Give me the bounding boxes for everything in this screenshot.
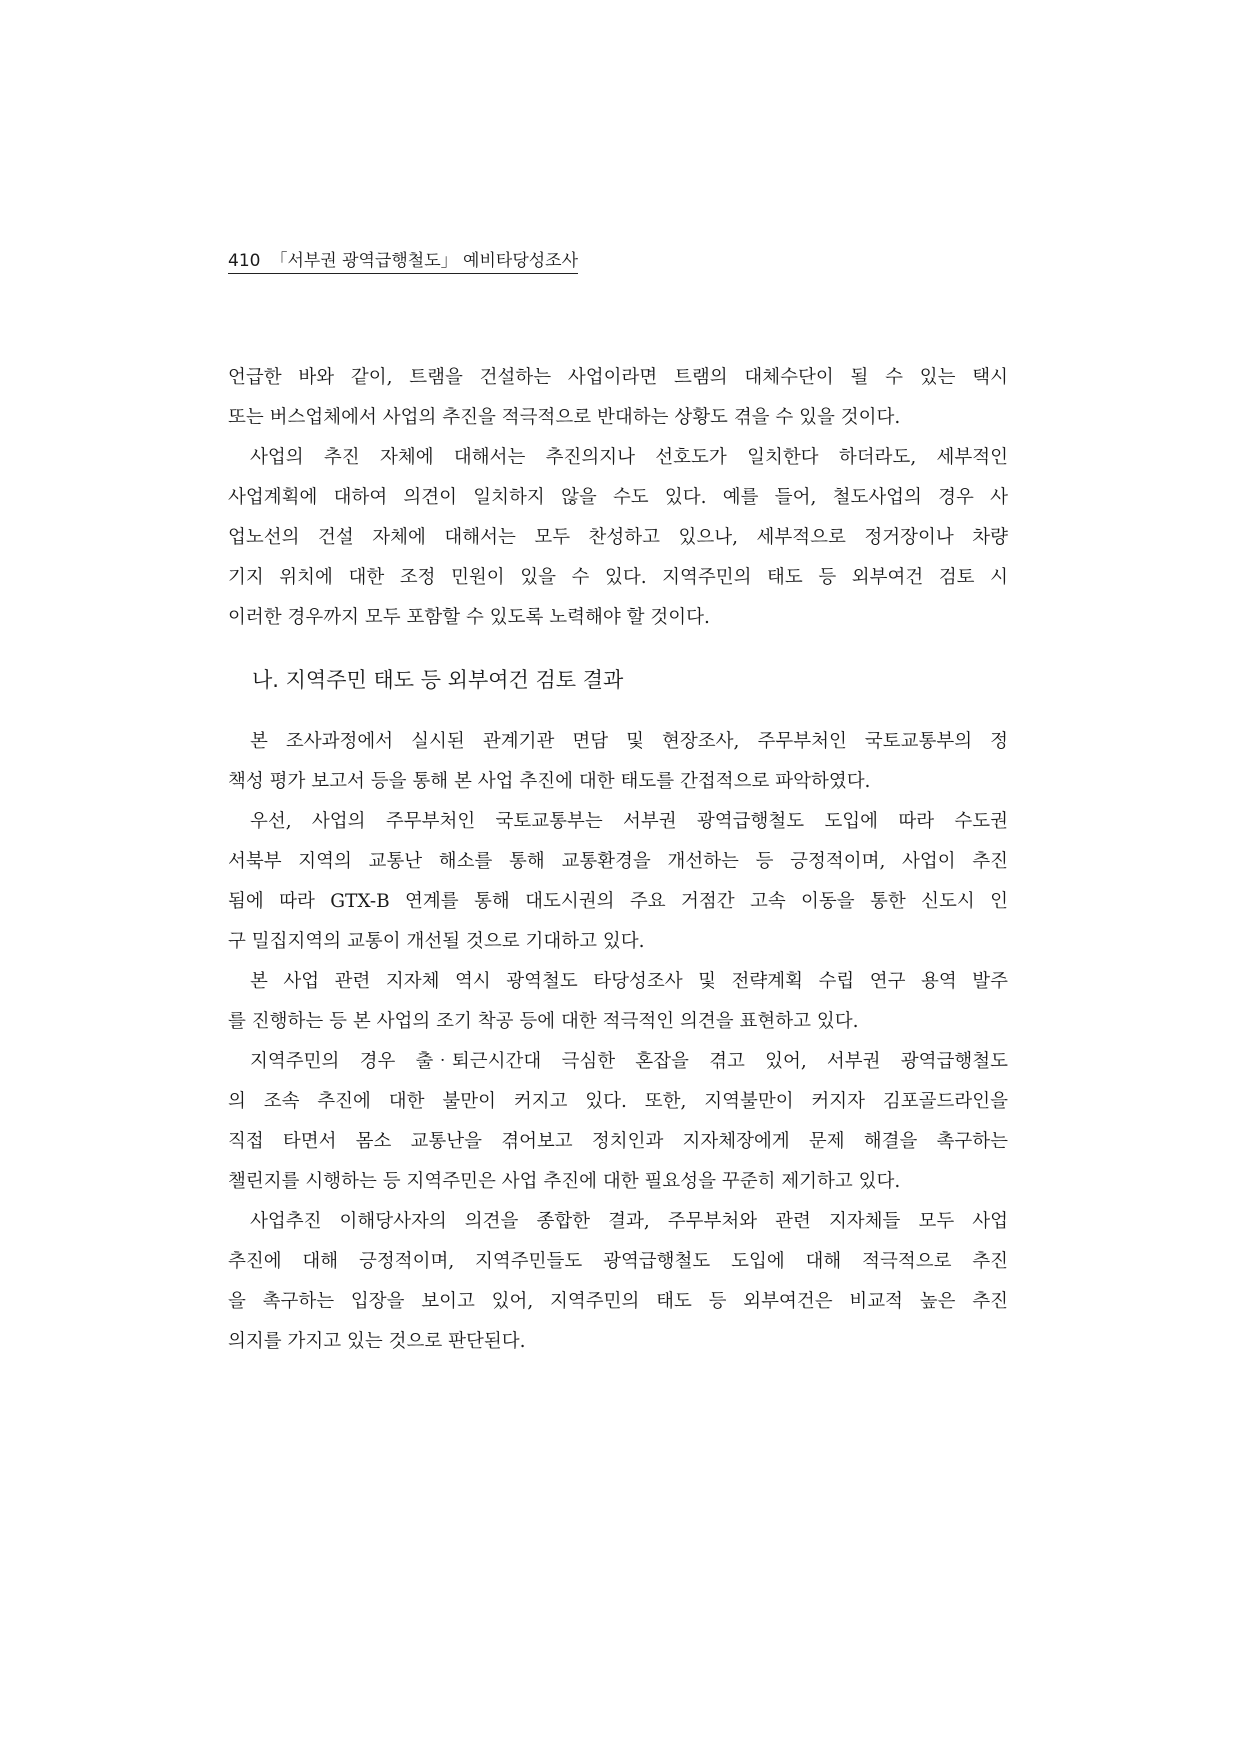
text-line: 우선, 사업의 주무부처인 국토교통부는 서부권 광역급행철도 도입에 따라 수도권 (250, 811, 1008, 832)
text-line: 구 밀집지역의 교통이 개선될 것으로 기대하고 있다. (228, 931, 645, 952)
page-number: 410 (228, 251, 261, 271)
text-line: 본 조사과정에서 실시된 관계기관 면담 및 현장조사, 주무부처인 국토교통부의 정 (250, 731, 1008, 752)
body-text (228, 358, 1008, 1362)
section-heading: 나. 지역주민 태도 등 외부여건 검토 결과 (252, 668, 624, 692)
text-line: 의 조속 추진에 대한 불만이 커지고 있다. 또한, 지역불만이 커지자 김포골드라인을 (228, 1091, 1008, 1112)
text-line: 언급한 바와 같이, 트램을 건설하는 사업이라면 트램의 대체수단이 될 수 있는 택시 (228, 367, 1008, 388)
text-line: 사업계획에 대하여 의견이 일치하지 않을 수도 있다. 예를 들어, 철도사업의 경우 사 (228, 487, 1008, 508)
text-line: 지역주민의 경우 출‧퇴근시간대 극심한 혼잡을 겪고 있어, 서부권 광역급행철도 (250, 1051, 1008, 1072)
paragraph (228, 962, 1008, 1042)
text-line: 또는 버스업체에서 사업의 추진을 적극적으로 반대하는 상황도 겪을 수 있을 것이다. (228, 407, 901, 428)
text-line: 이러한 경우까지 모두 포함할 수 있도록 노력해야 할 것이다. (228, 607, 710, 628)
paragraph (228, 358, 1008, 438)
text-line: 사업추진 이해당사자의 의견을 종합한 결과, 주무부처와 관련 지자체들 모두 사업 (250, 1211, 1008, 1232)
header-title: 「서부권 광역급행철도」 예비타당성조사 (270, 251, 579, 271)
text-line: 업노선의 건설 자체에 대해서는 모두 찬성하고 있으나, 세부적으로 정거장이나 차량 (228, 527, 1008, 548)
text-line: 됨에 따라 GTX-B 연계를 통해 대도시권의 주요 거점간 고속 이동을 통한 신도시 인 (228, 891, 1008, 912)
paragraph (228, 438, 1008, 638)
text-line: 추진에 대해 긍정적이며, 지역주민들도 광역급행철도 도입에 대해 적극적으로 추진 (228, 1251, 1008, 1272)
paragraph (228, 802, 1008, 962)
paragraph (228, 1042, 1008, 1202)
text-line: 직접 타면서 몸소 교통난을 겪어보고 정치인과 지자체장에게 문제 해결을 촉구하는 (228, 1131, 1008, 1152)
paragraph-group-bottom (228, 722, 1008, 1362)
text-line: 서북부 지역의 교통난 해소를 통해 교통환경을 개선하는 등 긍정적이며, 사업이 추진 (228, 851, 1008, 872)
text-line: 를 진행하는 등 본 사업의 조기 착공 등에 대한 적극적인 의견을 표현하고 있다. (228, 1011, 859, 1032)
text-line: 챌린지를 시행하는 등 지역주민은 사업 추진에 대한 필요성을 꾸준히 제기하고 있다. (228, 1171, 901, 1192)
text-line: 을 촉구하는 입장을 보이고 있어, 지역주민의 태도 등 외부여건은 비교적 높은 추진 (228, 1291, 1008, 1312)
paragraph-group-top (228, 358, 1008, 638)
text-line: 기지 위치에 대한 조정 민원이 있을 수 있다. 지역주민의 태도 등 외부여건 검토 시 (228, 567, 1008, 588)
paragraph (228, 1202, 1008, 1362)
running-header (228, 250, 578, 274)
text-line: 책성 평가 보고서 등을 통해 본 사업 추진에 대한 태도를 간접적으로 파악하였다. (228, 771, 871, 792)
paragraph (228, 722, 1008, 802)
text-line: 사업의 추진 자체에 대해서는 추진의지나 선호도가 일치한다 하더라도, 세부적인 (250, 447, 1008, 468)
text-line: 본 사업 관련 지자체 역시 광역철도 타당성조사 및 전략계획 수립 연구 용역 발주 (250, 971, 1008, 992)
text-line: 의지를 가지고 있는 것으로 판단된다. (228, 1331, 526, 1352)
